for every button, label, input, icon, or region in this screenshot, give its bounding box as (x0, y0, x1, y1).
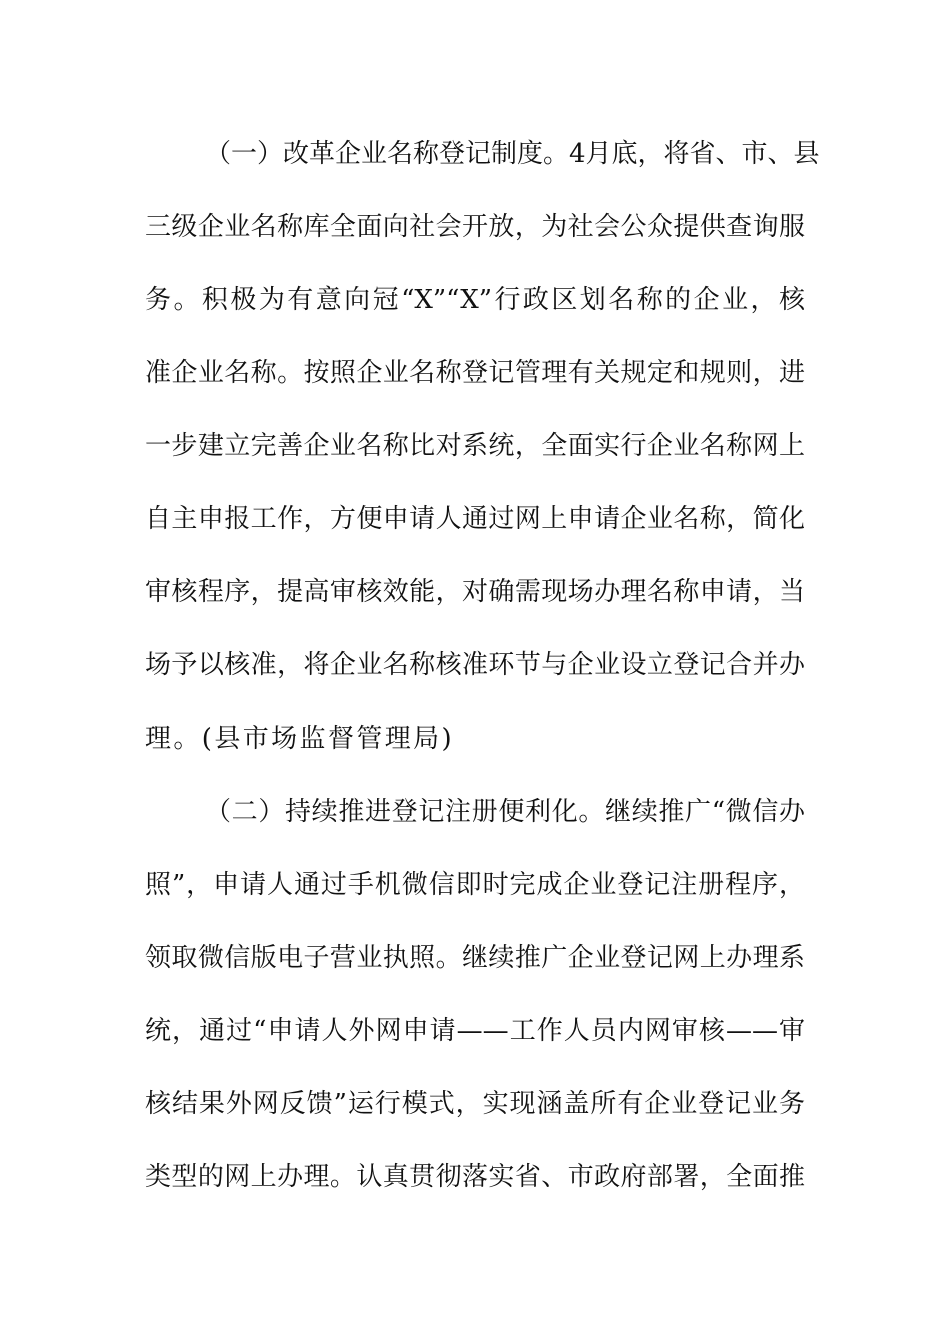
paragraph-1-line-5: 一步建立完善企业名称比对系统，全面实行企业名称网上 (145, 431, 805, 461)
paragraph-1-line-9: 理。(县市场监督管理局) (145, 724, 455, 754)
paragraph-1-line-3: 务。积极为有意向冠“X”“X”行政区划名称的企业，核 (145, 285, 805, 315)
paragraph-2-line-4: 统，通过“申请人外网申请——工作人员内网审核——审 (145, 1016, 805, 1046)
paragraph-2-line-6: 类型的网上办理。认真贯彻落实省、市政府部署，全面推 (145, 1162, 805, 1192)
paragraph-2-line-1: （二）持续推进登记注册便利化。继续推广“微信办 (205, 797, 805, 827)
paragraph-2-line-2: 照”，申请人通过手机微信即时完成企业登记注册程序， (145, 870, 805, 900)
paragraph-2-line-5: 核结果外网反馈”运行模式，实现涵盖所有企业登记业务 (145, 1089, 805, 1119)
paragraph-1-line-4: 准企业名称。按照企业名称登记管理有关规定和规则，进 (145, 358, 805, 388)
paragraph-1-line-8: 场予以核准，将企业名称核准环节与企业设立登记合并办 (145, 650, 805, 680)
paragraph-1-line-7: 审核程序，提高审核效能，对确需现场办理名称申请，当 (145, 577, 805, 607)
paragraph-1-line-2: 三级企业名称库全面向社会开放，为社会公众提供查询服 (145, 212, 805, 242)
paragraph-2-line-3: 领取微信版电子营业执照。继续推广企业登记网上办理系 (145, 943, 805, 973)
paragraph-1-line-6: 自主申报工作，方便申请人通过网上申请企业名称，简化 (145, 504, 805, 534)
paragraph-1-line-1: （一）改革企业名称登记制度。4月底，将省、市、县 (205, 139, 820, 169)
